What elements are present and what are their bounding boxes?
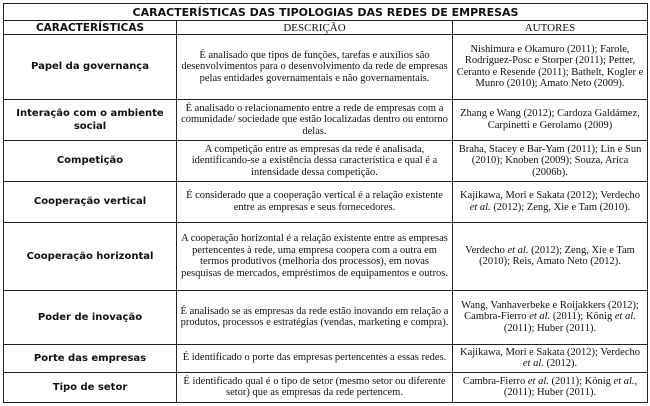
authors-text: Kajikawa, Mori e Sakata (2012); Verdecho — [460, 346, 640, 358]
characteristic-cell: Porte das empresas — [4, 344, 177, 372]
authors-text: , (2011); Huber (2011). — [503, 375, 638, 399]
table-body — [4, 35, 648, 403]
description-cell: É considerado que a cooperação vertical é a relação existente entre as empresas e seus fornecedores. — [177, 181, 453, 222]
characteristic-cell: Cooperação vertical — [4, 181, 177, 222]
authors-text: (2012); Zeng, Xie e Tam (2010). — [490, 201, 631, 213]
characteristic-cell: Poder de inovação — [4, 290, 177, 344]
authors-et-al: et al. — [529, 311, 551, 323]
authors-cell — [453, 344, 648, 372]
characteristic-cell: Competição — [4, 140, 177, 181]
table-title: CARACTERÍSTICAS DAS TIPOLOGIAS DAS REDES DE EMPRESAS — [4, 4, 648, 21]
authors-text: Verdecho — [465, 244, 508, 256]
authors-text: (2012); Zeng, Xie e Tam (2010); Reis, Amato Neto (2012). — [479, 244, 635, 268]
description-cell: É identificado qual é o tipo de setor (mesmo setor ou diferente setor) que as empresas da rede pertencem. — [177, 372, 453, 402]
characteristic-cell: Cooperação horizontal — [4, 222, 177, 290]
table-row — [4, 181, 648, 222]
header-description: DESCRIÇÃO — [177, 21, 453, 35]
authors-text: (2011); König — [550, 311, 615, 323]
header-authors: AUTORES — [453, 21, 648, 35]
authors-text: Cambra-Fierro — [462, 375, 528, 387]
authors-et-al: et al. — [469, 201, 491, 213]
authors-cell — [453, 35, 648, 100]
table-row — [4, 222, 648, 290]
description-cell: É analisado que tipos de funções, tarefas e auxílios são desenvolvimentos para o desenvolvimento da rede de empresas pelas entidades governamentais e não governamentais. — [177, 35, 453, 100]
authors-text: Wang, Vanhaverbeke e Roijakkers (2012); Cambra-Fierro — [461, 299, 639, 323]
authors-cell — [453, 181, 648, 222]
authors-text: Kajikawa, Mori e Sakata (2012); Verdecho — [460, 190, 640, 202]
typologies-table — [3, 3, 648, 403]
authors-et-al: et al. — [527, 375, 549, 387]
authors-text: (2011); König — [548, 375, 614, 387]
authors-cell — [453, 290, 648, 344]
description-cell: A competição entre as empresas da rede é analisada, identificando-se a existência dessa característica e qual é a intensidade dessa competição. — [177, 140, 453, 181]
characteristic-cell: Papel da governança — [4, 35, 177, 100]
description-cell: É identificado o porte das empresas pertencentes a essas redes. — [177, 344, 453, 372]
table-row — [4, 140, 648, 181]
title-row — [4, 4, 648, 21]
authors-text: (2011); Huber (2011). — [503, 322, 597, 334]
table-row — [4, 290, 648, 344]
authors-et-al: et al. — [522, 358, 544, 370]
authors-cell — [453, 372, 648, 402]
authors-cell — [453, 99, 648, 140]
authors-et-al: et al. — [613, 375, 635, 387]
description-cell: A cooperação horizontal é a relação existente entre as empresas pertencentes à rede, uma empresa coopera com a outra em termos produtivos (melhoria dos processos), em novas pesquisas de mercados, empréstimos de equipamentos e outros. — [177, 222, 453, 290]
authors-text: Braha, Stacey e Bar-Yam (2011); Lin e Sun (2010); Knoben (2009); Souza, Arica (2006b). — [458, 143, 642, 178]
authors-et-al: et al. — [507, 244, 529, 256]
authors-et-al: et al. — [614, 311, 636, 323]
authors-text: Nishimura e Okamuro (2011); Farole, Rodríguez-Posc e Storper (2011); Petter, Ceranto e Resende (2011); Bathelt, Kogler e Munro (2010); Amato Neto (2009). — [456, 43, 644, 90]
characteristic-cell: Tipo de setor — [4, 372, 177, 402]
header-row — [4, 21, 648, 35]
authors-cell — [453, 222, 648, 290]
description-cell: É analisado o relacionamento entre a rede de empresas com a comunidade/ sociedade que estão localizadas dentro ou entorno delas. — [177, 99, 453, 140]
authors-cell — [453, 140, 648, 181]
table-row — [4, 99, 648, 140]
table-row — [4, 344, 648, 372]
authors-text: (2012). — [543, 358, 578, 370]
description-cell: É analisado se as empresas da rede estão inovando em relação a produtos, processos e estratégias (vendas, marketing e compra). — [177, 290, 453, 344]
table-row — [4, 372, 648, 402]
table-row — [4, 35, 648, 100]
header-characteristics: CARACTERÍSTICAS — [4, 21, 177, 35]
characteristic-cell: Interação com o ambiente social — [4, 99, 177, 140]
authors-text: Zhang e Wang (2012); Cardoza Galdámez, Carpinetti e Gerolamo (2009) — [460, 108, 640, 131]
table-container — [3, 3, 647, 403]
